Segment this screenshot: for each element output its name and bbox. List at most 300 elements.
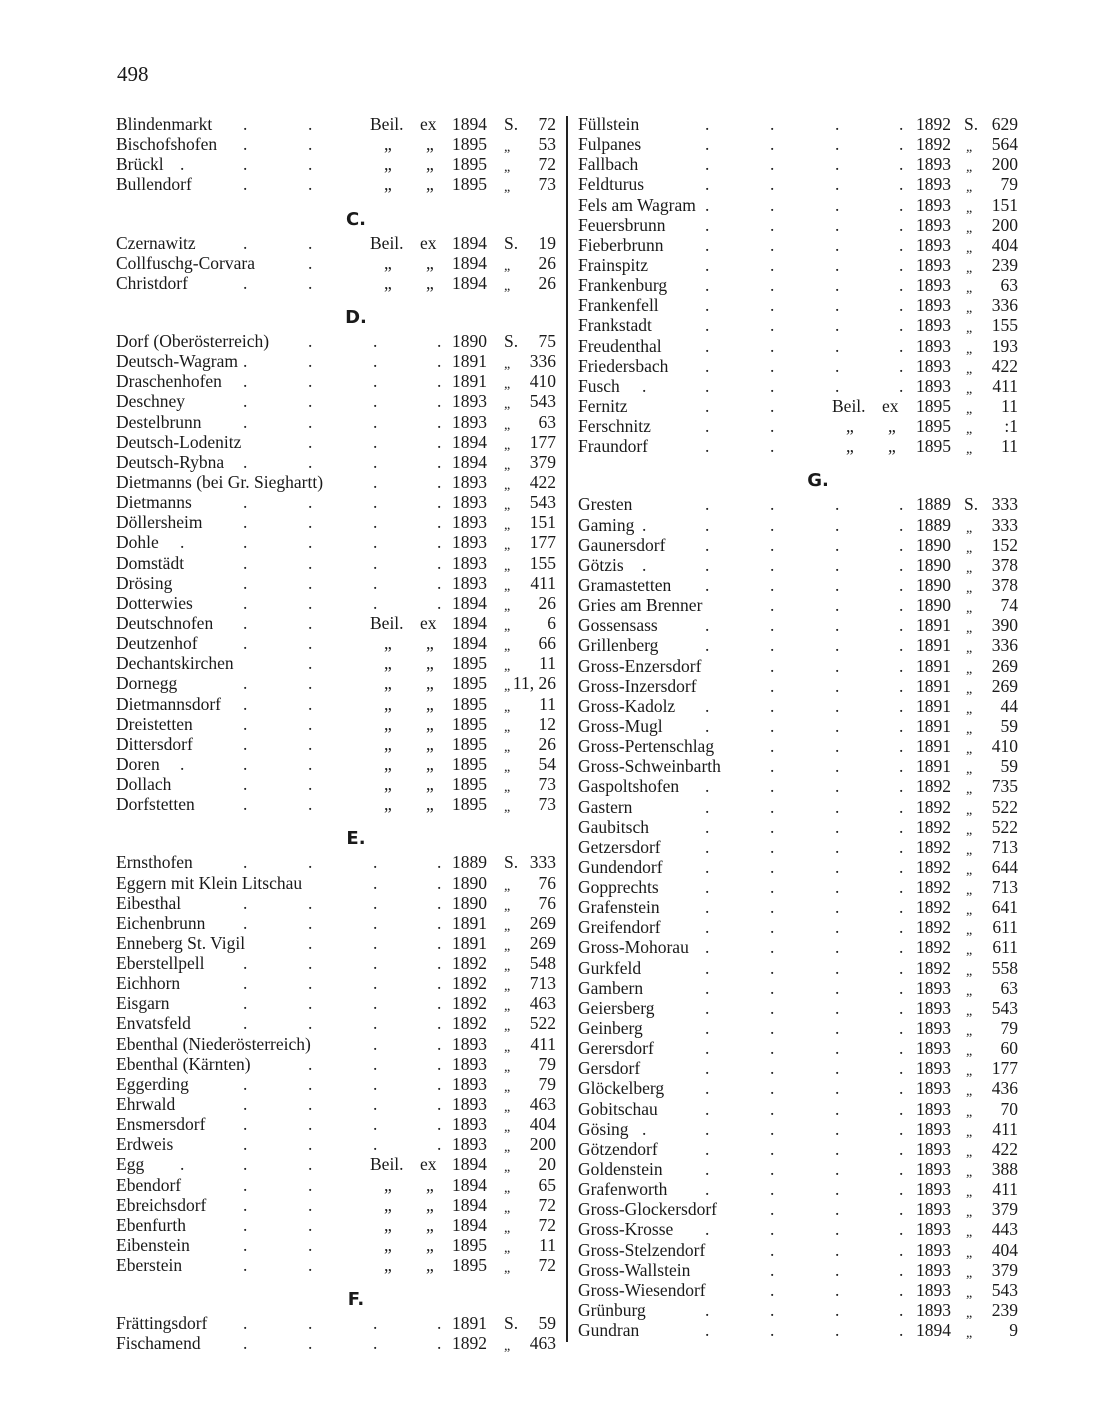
leader-dot: . <box>373 411 378 432</box>
leader-dot: . <box>373 1094 378 1115</box>
leader-dot: . <box>770 1219 775 1240</box>
page-ref: 558 <box>991 957 1018 978</box>
seite-label: „ <box>504 1100 511 1116</box>
page-ref: 152 <box>991 534 1018 555</box>
index-entry <box>116 114 556 134</box>
seite-label: „ <box>504 679 511 695</box>
place-name: Greifendorf <box>578 917 661 938</box>
leader-dot: . <box>899 856 904 877</box>
year: 1894 <box>916 1320 951 1341</box>
leader-dot: . <box>899 154 904 175</box>
leader-dot: . <box>899 776 904 797</box>
year: 1893 <box>916 275 951 296</box>
seite-label: „ <box>966 742 973 758</box>
leader-dot: . <box>437 512 442 533</box>
index-entry <box>116 913 556 933</box>
place-name: Gross-Krosse <box>578 1219 674 1240</box>
year: 1893 <box>916 254 951 275</box>
leader-dot: . <box>770 856 775 877</box>
leader-dot: . <box>835 595 840 616</box>
index-entry <box>578 1260 1018 1280</box>
leader-dot: . <box>243 1013 248 1034</box>
place-name: Gross-Wallstein <box>578 1259 691 1280</box>
leader-dot: . <box>308 633 313 654</box>
index-entry <box>116 553 556 573</box>
index-entry <box>116 1175 556 1195</box>
page-ref: 26 <box>538 733 556 754</box>
ditto-mark: „ <box>384 633 392 654</box>
place-name: Gaming <box>578 514 635 535</box>
leader-dot: . <box>705 295 710 316</box>
seite-label: „ <box>966 281 973 297</box>
place-name: Fischamend <box>116 1333 201 1354</box>
leader-dot: . <box>308 232 313 253</box>
seite-label: „ <box>966 762 973 778</box>
leader-dot: . <box>899 1078 904 1099</box>
year: 1893 <box>916 1038 951 1059</box>
index-entry <box>578 1139 1018 1159</box>
year: 1893 <box>916 997 951 1018</box>
place-name: Eberstellpell <box>116 953 205 974</box>
leader-dot: . <box>437 391 442 412</box>
index-entry <box>578 656 1018 676</box>
leader-dot: . <box>705 335 710 356</box>
page-ref: :1 <box>1004 416 1018 437</box>
leader-dot: . <box>243 912 248 933</box>
page-ref: 411 <box>530 572 556 593</box>
leader-dot: . <box>899 595 904 616</box>
place-name: Grafenworth <box>578 1179 668 1200</box>
seite-label: „ <box>504 1339 511 1355</box>
leader-dot: . <box>243 713 248 734</box>
page-ref: 72 <box>538 1214 556 1235</box>
year: 1893 <box>452 1114 487 1135</box>
seite-label: „ <box>504 1059 511 1075</box>
page-ref: 200 <box>991 154 1018 175</box>
year: 1892 <box>916 937 951 958</box>
leader-dot: . <box>373 330 378 351</box>
seite-label: „ <box>504 598 511 614</box>
page-ref: 379 <box>991 1199 1018 1220</box>
page-ref: 177 <box>529 431 556 452</box>
leader-dot: . <box>705 315 710 336</box>
index-entry <box>578 978 1018 998</box>
leader-dot: . <box>770 776 775 797</box>
leader-dot: . <box>373 512 378 533</box>
leader-dot: . <box>770 655 775 676</box>
leader-dot: . <box>705 534 710 555</box>
place-name: Fraundorf <box>578 436 648 457</box>
seite-label: „ <box>966 240 973 256</box>
leader-dot: . <box>835 335 840 356</box>
year: 1891 <box>916 756 951 777</box>
leader-dot: . <box>835 375 840 396</box>
place-name: Draschenhofen <box>116 371 222 392</box>
index-entry <box>116 1154 556 1174</box>
beil-label: Beil. <box>370 612 404 633</box>
year: 1895 <box>452 713 487 734</box>
leader-dot: . <box>835 1219 840 1240</box>
leader-dot: . <box>835 1199 840 1220</box>
leader-dot: . <box>705 1078 710 1099</box>
year: 1893 <box>916 1179 951 1200</box>
index-entry <box>578 515 1018 535</box>
seite-label: „ <box>504 518 511 534</box>
seite-label: „ <box>966 361 973 377</box>
ditto-mark: „ <box>384 252 392 273</box>
leader-dot: . <box>437 912 442 933</box>
leader-dot: . <box>899 1098 904 1119</box>
section-heading: C. <box>345 208 367 230</box>
index-entry <box>578 1119 1018 1139</box>
place-name: Doren <box>116 753 160 774</box>
seite-label: „ <box>966 641 973 657</box>
year: 1895 <box>452 794 487 815</box>
leader-dot: . <box>308 1013 313 1034</box>
seite-label: „ <box>966 180 973 196</box>
leader-dot: . <box>705 917 710 938</box>
place-name: Eibesthal <box>116 892 182 913</box>
year: 1892 <box>916 776 951 797</box>
page-ref: 12 <box>538 713 556 734</box>
leader-dot: . <box>899 214 904 235</box>
year: 1889 <box>916 514 951 535</box>
leader-dot: . <box>899 917 904 938</box>
leader-dot: . <box>705 1219 710 1240</box>
page-ref: 72 <box>538 154 556 175</box>
page-ref: 390 <box>991 615 1018 636</box>
seite-label: „ <box>966 983 973 999</box>
leader-dot: . <box>899 1279 904 1300</box>
leader-dot: . <box>705 615 710 636</box>
leader-dot: . <box>373 912 378 933</box>
page-ref: 72 <box>538 1255 556 1276</box>
seite-label: S. <box>504 330 519 351</box>
leader-dot: . <box>437 1073 442 1094</box>
page-ref: 379 <box>991 1259 1018 1280</box>
year: 1893 <box>916 1259 951 1280</box>
year: 1893 <box>452 1134 487 1155</box>
leader-dot: . <box>835 1118 840 1139</box>
leader-dot: . <box>770 635 775 656</box>
seite-label: „ <box>966 782 973 798</box>
page-ref: 11 <box>539 693 556 714</box>
year: 1895 <box>452 134 487 155</box>
page-ref: 543 <box>991 997 1018 1018</box>
place-name: Frankstadt <box>578 315 652 336</box>
leader-dot: . <box>835 194 840 215</box>
leader-dot: . <box>899 957 904 978</box>
leader-dot: . <box>308 673 313 694</box>
leader-dot: . <box>770 554 775 575</box>
leader-dot: . <box>899 275 904 296</box>
ditto-mark: „ <box>426 1255 434 1276</box>
seite-label: „ <box>966 963 973 979</box>
leader-dot: . <box>308 552 313 573</box>
year: 1895 <box>916 395 951 416</box>
place-name: Ernsthofen <box>116 852 193 873</box>
year: 1893 <box>452 391 487 412</box>
leader-dot: . <box>770 1300 775 1321</box>
index-entry <box>116 933 556 953</box>
year: 1890 <box>452 330 487 351</box>
year: 1893 <box>452 1033 487 1054</box>
leader-dot: . <box>308 451 313 472</box>
leader-dot: . <box>308 411 313 432</box>
place-name: Goldenstein <box>578 1159 663 1180</box>
ditto-mark: „ <box>426 774 434 795</box>
place-name: Dietmannsdorf <box>116 693 221 714</box>
page-ref: 11 <box>1001 436 1018 457</box>
ditto-mark: „ <box>384 733 392 754</box>
leader-dot: . <box>308 973 313 994</box>
ditto-mark: „ <box>384 653 392 674</box>
beil-label: Beil. <box>832 395 866 416</box>
seite-label: S. <box>964 114 979 134</box>
page-ref: 9 <box>1009 1320 1018 1341</box>
seite-label: „ <box>966 1326 973 1342</box>
page-ref: 629 <box>991 114 1018 134</box>
leader-dot: . <box>308 892 313 913</box>
page-ref: 411 <box>992 375 1018 396</box>
page-ref: 59 <box>538 1313 556 1334</box>
leader-dot: . <box>705 416 710 437</box>
page-ref: 239 <box>991 254 1018 275</box>
page-ref: 177 <box>991 1058 1018 1079</box>
leader-dot: . <box>899 675 904 696</box>
index-entry <box>578 1099 1018 1119</box>
year: 1895 <box>916 436 951 457</box>
index-entry <box>578 195 1018 215</box>
year: 1893 <box>916 315 951 336</box>
place-name: Frankenburg <box>578 275 668 296</box>
index-entry <box>578 716 1018 736</box>
leader-dot: . <box>243 1134 248 1155</box>
page-ref: 404 <box>991 234 1018 255</box>
leader-dot: . <box>308 653 313 674</box>
leader-dot: . <box>835 756 840 777</box>
page-ref: 75 <box>538 330 556 351</box>
leader-dot: . <box>705 494 710 515</box>
leader-dot: . <box>243 1333 248 1354</box>
leader-dot: . <box>770 1159 775 1180</box>
year: 1893 <box>916 1279 951 1300</box>
page-ref: 644 <box>991 856 1018 877</box>
leader-dot: . <box>835 295 840 316</box>
place-name: Götzendorf <box>578 1138 658 1159</box>
leader-dot: . <box>308 912 313 933</box>
index-entry <box>116 794 556 814</box>
seite-label: „ <box>504 258 511 274</box>
leader-dot: . <box>899 1018 904 1039</box>
leader-dot: . <box>835 214 840 235</box>
seite-label: „ <box>504 1140 511 1156</box>
page-ref: 410 <box>991 736 1018 757</box>
leader-dot: . <box>770 234 775 255</box>
seite-label: „ <box>966 1185 973 1201</box>
year: 1893 <box>916 1199 951 1220</box>
ditto-mark: „ <box>426 134 434 155</box>
seite-label: „ <box>966 842 973 858</box>
leader-dot: . <box>437 852 442 873</box>
index-entry <box>116 852 556 872</box>
year: 1895 <box>452 653 487 674</box>
place-name: Ferschnitz <box>578 416 651 437</box>
seite-label: S. <box>504 114 519 134</box>
place-name: Brückl <box>116 154 164 175</box>
leader-dot: . <box>308 1154 313 1175</box>
seite-label: „ <box>966 140 973 156</box>
year: 1895 <box>452 1255 487 1276</box>
place-name: Fusch <box>578 375 620 396</box>
page-ref: 713 <box>991 836 1018 857</box>
seite-label: „ <box>966 1285 973 1301</box>
page-ref: 411 <box>992 1118 1018 1139</box>
ditto-mark: „ <box>426 653 434 674</box>
year: 1893 <box>452 471 487 492</box>
leader-dot: . <box>899 937 904 958</box>
page-ref: 73 <box>538 794 556 815</box>
leader-dot: . <box>373 492 378 513</box>
seite-label: „ <box>966 160 973 176</box>
page-ref: 11 <box>539 1235 556 1256</box>
ditto-mark: „ <box>846 436 854 457</box>
year: 1893 <box>916 1239 951 1260</box>
leader-dot: . <box>308 174 313 195</box>
leader-dot: . <box>770 977 775 998</box>
index-entry <box>116 1013 556 1033</box>
leader-dot: . <box>835 134 840 155</box>
index-entry <box>116 573 556 593</box>
place-name: Getzersdorf <box>578 836 661 857</box>
seite-label: „ <box>966 1144 973 1160</box>
seite-label: „ <box>966 200 973 216</box>
place-name: Gobitschau <box>578 1098 658 1119</box>
leader-dot: . <box>308 1333 313 1354</box>
leader-dot: . <box>437 1134 442 1155</box>
index-entry <box>578 174 1018 194</box>
leader-dot: . <box>243 753 248 774</box>
leader-dot: . <box>705 114 710 134</box>
ditto-mark: „ <box>426 1235 434 1256</box>
page-ref: 73 <box>538 774 556 795</box>
seite-label: „ <box>966 1104 973 1120</box>
place-name: Gross-Stelzendorf <box>578 1239 706 1260</box>
index-entry <box>578 356 1018 376</box>
place-name: Fernitz <box>578 395 628 416</box>
seite-label: „ <box>966 422 973 438</box>
leader-dot: . <box>705 776 710 797</box>
seite-label: „ <box>504 659 511 675</box>
ditto-mark: „ <box>384 713 392 734</box>
leader-dot: . <box>437 492 442 513</box>
leader-dot: . <box>437 1033 442 1054</box>
index-entry <box>578 937 1018 957</box>
leader-dot: . <box>437 973 442 994</box>
index-entry <box>578 1179 1018 1199</box>
place-name: Gross-Inzersdorf <box>578 675 697 696</box>
year: 1892 <box>452 1333 487 1354</box>
ditto-mark: „ <box>846 416 854 437</box>
leader-dot: . <box>243 973 248 994</box>
seite-label: „ <box>966 601 973 617</box>
leader-dot: . <box>770 1320 775 1341</box>
leader-dot: . <box>770 194 775 215</box>
year: 1889 <box>916 494 951 515</box>
leader-dot: . <box>770 937 775 958</box>
place-name: Deutschnofen <box>116 612 214 633</box>
place-name: Fulpanes <box>578 134 642 155</box>
index-entry <box>116 1313 556 1333</box>
index-entry <box>116 633 556 653</box>
place-name: Füllstein <box>578 114 640 134</box>
page-ref: 79 <box>538 1053 556 1074</box>
year: 1891 <box>452 371 487 392</box>
page-ref: 611 <box>992 937 1018 958</box>
leader-dot: . <box>835 275 840 296</box>
ditto-mark: „ <box>426 174 434 195</box>
index-entry <box>116 893 556 913</box>
leader-dot: . <box>308 252 313 273</box>
index-entry <box>116 452 556 472</box>
leader-dot: . <box>243 552 248 573</box>
place-name: Friedersbach <box>578 355 669 376</box>
leader-dot: . <box>770 275 775 296</box>
ditto-mark: „ <box>384 1194 392 1215</box>
leader-dot: . <box>373 431 378 452</box>
year: 1894 <box>452 114 487 134</box>
leader-dot: . <box>705 715 710 736</box>
year: 1892 <box>452 1013 487 1034</box>
leader-dot: . <box>437 1013 442 1034</box>
index-entry <box>578 575 1018 595</box>
leader-dot: . <box>373 552 378 573</box>
page-ref: 436 <box>991 1078 1018 1099</box>
place-name: Gersdorf <box>578 1058 641 1079</box>
leader-dot: . <box>770 134 775 155</box>
page-ref: 193 <box>991 335 1018 356</box>
index-entry <box>578 494 1018 514</box>
page-ref: 79 <box>1000 1018 1018 1039</box>
index-entry <box>578 1038 1018 1058</box>
leader-dot: . <box>705 1320 710 1341</box>
place-name: Gaunersdorf <box>578 534 666 555</box>
leader-dot: . <box>373 953 378 974</box>
leader-dot: . <box>835 1038 840 1059</box>
section-heading: F. <box>347 1289 365 1311</box>
leader-dot: . <box>705 154 710 175</box>
place-name: Dietmanns (bei Gr. Sieghartt) <box>116 471 324 492</box>
page-ref: 422 <box>991 1138 1018 1159</box>
page-ref: 70 <box>1000 1098 1018 1119</box>
year: 1894 <box>452 1154 487 1175</box>
index-entry <box>578 1240 1018 1260</box>
leader-dot: . <box>899 977 904 998</box>
year: 1890 <box>916 534 951 555</box>
leader-dot: . <box>770 214 775 235</box>
leader-dot: . <box>705 856 710 877</box>
leader-dot: . <box>770 1279 775 1300</box>
year: 1893 <box>452 411 487 432</box>
year: 1892 <box>452 973 487 994</box>
leader-dot: . <box>373 1013 378 1034</box>
leader-dot: . <box>243 1114 248 1135</box>
leader-dot: . <box>835 154 840 175</box>
index-entry <box>578 897 1018 917</box>
leader-dot: . <box>770 1078 775 1099</box>
leader-dot: . <box>243 892 248 913</box>
page-ref: 53 <box>538 134 556 155</box>
